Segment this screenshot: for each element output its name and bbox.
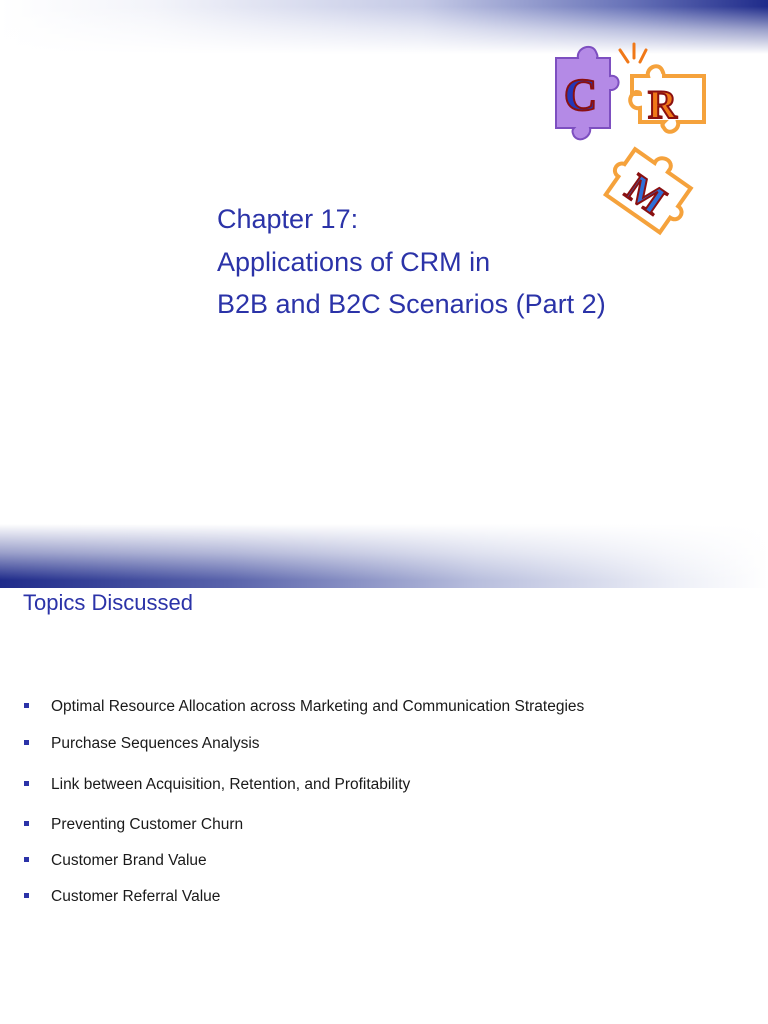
chapter-title-line-1: Chapter 17:: [217, 204, 359, 234]
list-item: [0, 776, 720, 798]
logo-letter-m: M: [617, 164, 675, 224]
m-puzzle-piece: [600, 138, 703, 237]
topics-heading: Topics Discussed: [23, 590, 193, 615]
list-item: [0, 735, 720, 757]
square-bullet-icon: [24, 781, 29, 786]
square-bullet-icon: [24, 821, 29, 826]
sparkle-icon: [620, 44, 646, 62]
list-item: [0, 888, 720, 910]
list-item: [0, 698, 720, 720]
topic-label: Customer Brand Value: [51, 852, 207, 869]
crm-puzzle-logo-icon: [548, 40, 718, 240]
topics-slide: [0, 512, 768, 1024]
logo-letter-r: R: [648, 82, 677, 127]
chapter-title-line-3: B2B and B2C Scenarios (Part 2): [217, 289, 606, 319]
square-bullet-icon: [24, 893, 29, 898]
chapter-title-line-2: Applications of CRM in: [217, 247, 491, 277]
list-item: [0, 816, 720, 838]
list-item: [0, 852, 720, 874]
header-band-fade: [0, 524, 768, 588]
topic-label: Customer Referral Value: [51, 888, 221, 905]
square-bullet-icon: [24, 857, 29, 862]
topic-label: Link between Acquisition, Retention, and Profitability: [51, 776, 411, 793]
topic-label: Preventing Customer Churn: [51, 816, 244, 833]
square-bullet-icon: [24, 740, 29, 745]
square-bullet-icon: [24, 703, 29, 708]
logo-letter-c: C: [564, 69, 598, 120]
r-puzzle-piece: [630, 66, 704, 132]
topic-label: Optimal Resource Allocation across Marketing and Communication Strategies: [51, 698, 585, 715]
c-puzzle-piece: [556, 47, 619, 139]
topic-label: Purchase Sequences Analysis: [51, 735, 260, 752]
